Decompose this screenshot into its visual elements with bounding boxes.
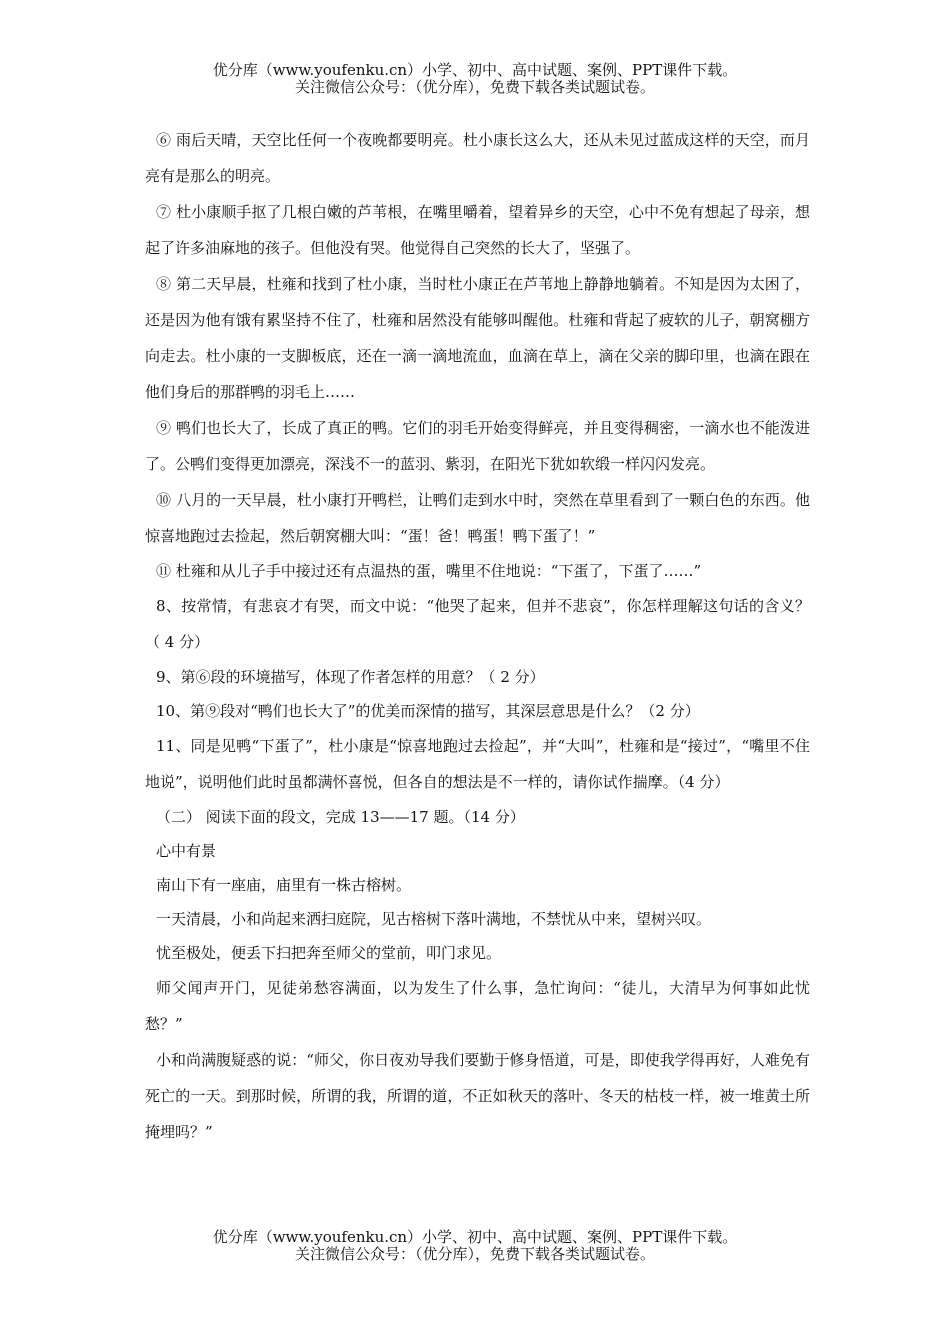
header-line-1: 优分库（www.youfenku.cn）小学、初中、高中试题、案例、PPT课件下载。 — [212, 61, 738, 79]
story-paragraph-3: 忧至极处，便丢下扫把奔至师父的堂前，叩门求见。 — [156, 944, 502, 962]
paragraph-10: ⑩ 八月的一天早晨，杜小康打开鸭栏，让鸭们走到水中时，突然在草里看到了一颗白色的东西。他惊喜地跑过去捡起，然后朝窝棚大叫：“蛋！爸！鸭蛋！鸭下蛋了！” — [145, 491, 810, 545]
footer-line-2: 关注微信公众号：（优分库），免费下载各类试题试卷。 — [294, 1245, 655, 1263]
question-8: 8、按常情，有悲哀才有哭，而文中说：“他哭了起来，但并不悲哀”，你怎样理解这句话的含义？（ 4 分） — [145, 597, 810, 651]
page-footer — [0, 1229, 950, 1263]
paragraph-7: ⑦ 杜小康顺手抠了几根白嫩的芦苇根，在嘴里嚼着，望着异乡的天空，心中不免有想起了母亲，想起了许多油麻地的孩子。但他没有哭。他觉得自己突然的长大了，坚强了。 — [145, 203, 810, 257]
paragraph-9: ⑨ 鸭们也长大了，长成了真正的鸭。它们的羽毛开始变得鲜亮，并且变得稠密，一滴水也不能泼进了。公鸭们变得更加漂亮，深浅不一的蓝羽、紫羽，在阳光下犹如软缎一样闪闪发亮。 — [145, 419, 810, 473]
story-paragraph-5: 小和尚满腹疑惑的说：“师父，你日夜劝导我们要勤于修身悟道，可是，即使我学得再好，人难免有死亡的一天。到那时候，所谓的我，所谓的道，不正如秋天的落叶、冬天的枯枝一样，被一堆黄土所掩埋吗？” — [145, 1051, 810, 1141]
section-two-heading: （二） 阅读下面的段文，完成 13——17 题。（14 分） — [156, 808, 525, 826]
document-body — [145, 122, 810, 1150]
story-paragraph-1: 南山下有一座庙，庙里有一株古榕树。 — [156, 876, 412, 894]
story-paragraph-4: 师父闻声开门，见徒弟愁容满面，以为发生了什么事，急忙询问：“徒儿，大清早为何事如此忧愁？” — [145, 979, 810, 1033]
story-paragraph-2: 一天清晨，小和尚起来洒扫庭院，见古榕树下落叶满地，不禁忧从中来，望树兴叹。 — [156, 910, 712, 928]
story-title: 心中有景 — [156, 842, 217, 860]
footer-line-1: 优分库（www.youfenku.cn）小学、初中、高中试题、案例、PPT课件下载。 — [212, 1228, 738, 1246]
question-11: 11、同是见鸭“下蛋了”，杜小康是“惊喜地跑过去捡起”，并“大叫”，杜雍和是“接过”，“嘴里不住地说”，说明他们此时虽都满怀喜悦，但各自的想法是不一样的，请你试作揣摩。（4 分） — [145, 737, 810, 791]
header-line-2: 关注微信公众号：（优分库），免费下载各类试题试卷。 — [294, 78, 655, 96]
paragraph-8: ⑧ 第二天早晨，杜雍和找到了杜小康，当时杜小康正在芦苇地上静静地躺着。不知是因为太困了，还是因为他有饿有累坚持不住了，杜雍和居然没有能够叫醒他。杜雍和背起了疲软的儿子，朝窝棚方向走去。杜小康的一支脚板底，还在一滴一滴地流血，血滴在草上，滴在父亲的脚印里，也滴在跟在他们身后的那群鸭的羽毛上…… — [145, 275, 810, 401]
paragraph-11: ⑪ 杜雍和从儿子手中接过还有点温热的蛋，嘴里不住地说：“下蛋了，下蛋了……” — [156, 562, 702, 580]
question-10: 10、第⑨段对“鸭们也长大了”的优美而深情的描写，其深层意思是什么？（2 分） — [156, 702, 700, 720]
paragraph-6: ⑥ 雨后天晴，天空比任何一个夜晚都要明亮。杜小康长这么大，还从未见过蓝成这样的天空，而月亮有是那么的明亮。 — [145, 131, 810, 185]
page-header — [0, 62, 950, 96]
question-9: 9、第⑥段的环境描写，体现了作者怎样的用意？（ 2 分） — [156, 668, 545, 686]
